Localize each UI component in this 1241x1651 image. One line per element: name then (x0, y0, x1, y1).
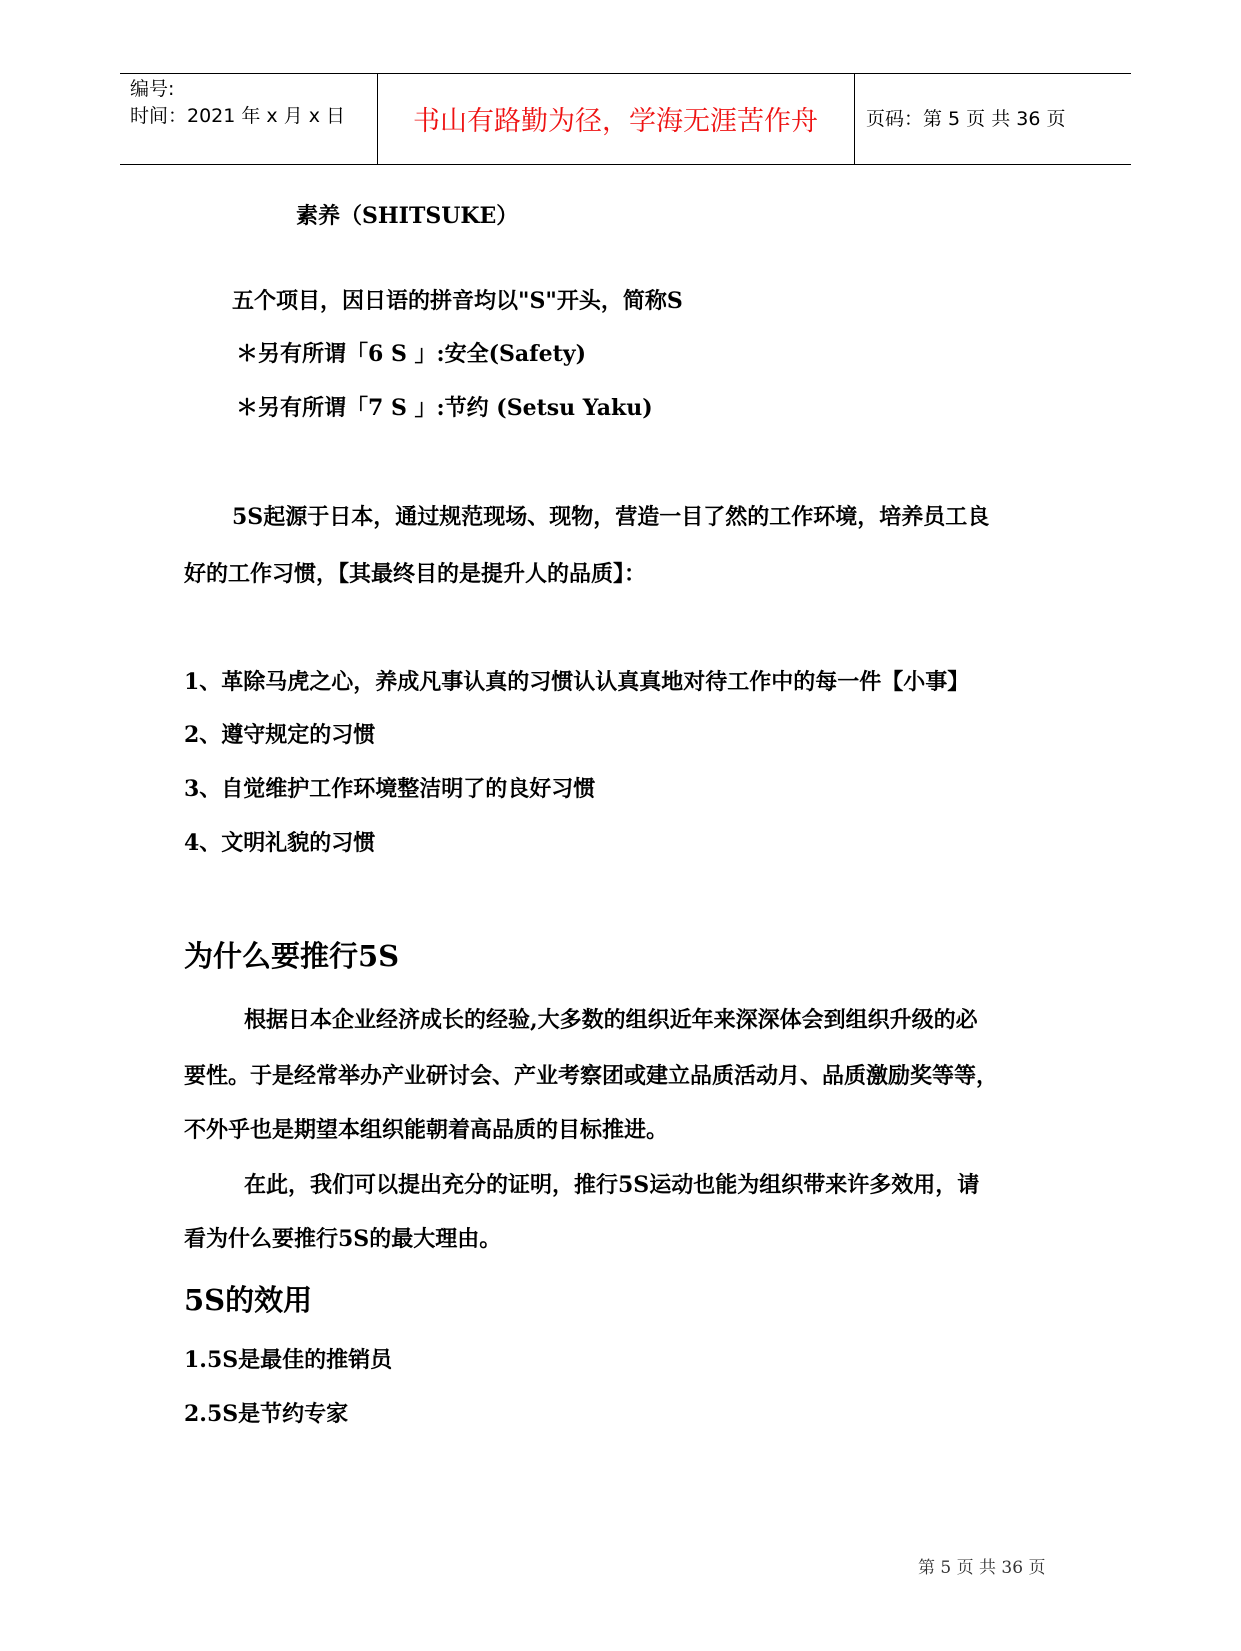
header-divider (854, 73, 855, 164)
body-line-6s: ＊另有所谓「6 S 」:安全(Safety) (236, 341, 587, 367)
paragraph-proof-line2: 看为什么要推行5S的最大理由。 (184, 1226, 502, 1252)
body-line-five-items: 五个项目，因日语的拼音均以"S"开头，简称S (232, 288, 683, 314)
list-item: 3、自觉维护工作环境整洁明了的良好习惯 (184, 776, 596, 802)
paragraph-origin-line1: 5S起源于日本，通过规范现场、现物，营造一目了然的工作环境，培养员工良 (232, 504, 990, 530)
effect-item: 1.5S是最佳的推销员 (184, 1347, 393, 1373)
header-number-label: 编号: (130, 78, 175, 100)
list-item: 1、革除马虎之心，养成凡事认真的习惯认认真真地对待工作中的每一件【小事】 (184, 669, 970, 695)
effect-item: 2.5S是节约专家 (184, 1401, 349, 1427)
body-line-shitsuke: 素养（SHITSUKE） (296, 203, 519, 229)
footer-page-number: 第 5 页 共 36 页 (918, 1558, 1046, 1578)
header-motto: 书山有路勤为径，学海无涯苦作舟 (413, 106, 818, 137)
header-time-label: 时间：2021 年 x 月 x 日 (130, 105, 346, 127)
list-item: 4、文明礼貌的习惯 (184, 830, 376, 856)
paragraph-why-line2: 要性。于是经常举办产业研讨会、产业考察团或建立品质活动月、品质激励奖等等， (184, 1063, 999, 1089)
body-line-7s: ＊另有所谓「7 S 」:节约 (Setsu Yaku) (236, 395, 653, 421)
paragraph-proof-line1: 在此，我们可以提出充分的证明，推行5S运动也能为组织带来许多效用，请 (244, 1172, 980, 1198)
heading-why-5s: 为什么要推行5S (184, 939, 400, 973)
heading-5s-effects: 5S的效用 (184, 1283, 313, 1317)
header-page-label: 页码：第 5 页 共 36 页 (866, 108, 1066, 130)
paragraph-why-line1: 根据日本企业经济成长的经验,大多数的组织近年来深深体会到组织升级的必 (244, 1007, 978, 1033)
paragraph-why-line3: 不外乎也是期望本组织能朝着高品质的目标推进。 (184, 1117, 669, 1143)
list-item: 2、遵守规定的习惯 (184, 722, 376, 748)
header-bottom-rule (120, 164, 1131, 165)
paragraph-origin-line2: 好的工作习惯，【其最终目的是提升人的品质】： (184, 561, 647, 587)
header-left-cell (130, 76, 345, 130)
